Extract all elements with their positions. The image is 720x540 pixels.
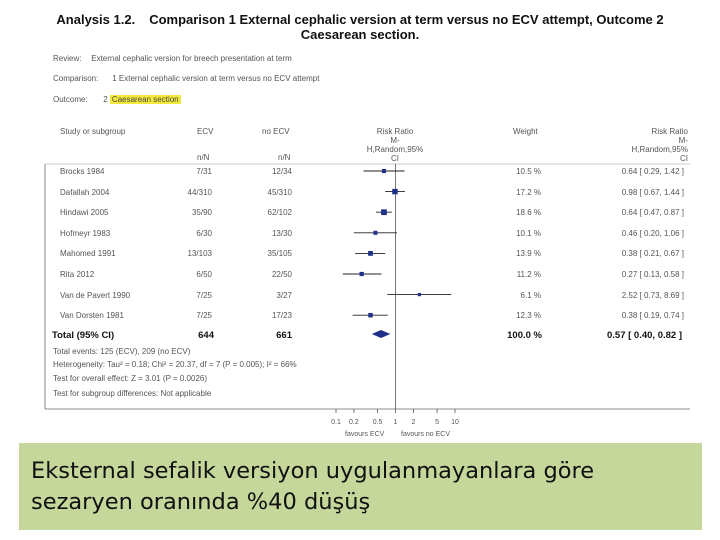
review-value: External cephalic version for breech presentation at term bbox=[91, 54, 292, 63]
title-line-2: Caesarean section. bbox=[300, 27, 420, 42]
effect-square bbox=[368, 251, 373, 256]
effect-square bbox=[381, 209, 387, 215]
rr2-header-l1: Risk Ratio bbox=[651, 127, 688, 136]
outcome-key: Outcome: bbox=[53, 95, 88, 104]
effect-square bbox=[373, 231, 377, 235]
study-name: Hindawi 2005 bbox=[60, 208, 109, 218]
noecv-count: 45/310 bbox=[267, 187, 292, 197]
col-weight: Weight bbox=[513, 127, 538, 136]
axis-tick-label: 0.5 bbox=[372, 419, 383, 426]
ecv-count: 7/31 bbox=[196, 167, 212, 176]
study-weight: 6.1 % bbox=[520, 290, 541, 300]
study-weight: 18.6 % bbox=[516, 208, 541, 218]
study-weight: 13.9 % bbox=[516, 249, 541, 259]
effect-square bbox=[392, 189, 397, 194]
outcome-number: 2 bbox=[103, 95, 108, 104]
axis-tick-label: 2 bbox=[411, 419, 416, 426]
effect-square bbox=[360, 272, 364, 276]
rr2-header-l4: CI bbox=[680, 154, 688, 163]
rr-header-l2: M- bbox=[390, 136, 400, 145]
study-name: Van de Pavert 1990 bbox=[60, 290, 131, 300]
study-name: Van Dorsten 1981 bbox=[60, 311, 124, 321]
study-name: Brocks 1984 bbox=[60, 167, 105, 176]
analysis-label: Analysis 1.2. bbox=[56, 12, 136, 27]
noecv-count: 3/27 bbox=[276, 290, 292, 300]
title-line-1: Comparison 1 External cephalic version at term versus no ECV attempt, Outcome 2 bbox=[149, 12, 664, 27]
footnote-subgroup: Test for subgroup differences: Not applicable bbox=[53, 389, 212, 398]
study-rr-text: 0.38 [ 0.21, 0.67 ] bbox=[621, 249, 684, 259]
noecv-count: 35/105 bbox=[267, 249, 292, 259]
col-noecv-n: n/N bbox=[278, 153, 291, 162]
rr-header-l3: H,Random,95% bbox=[366, 145, 424, 154]
ecv-count: 44/310 bbox=[187, 187, 212, 197]
rr2-header-l3: H,Random,95% bbox=[631, 145, 688, 154]
effect-square bbox=[368, 313, 372, 317]
noecv-count: 12/34 bbox=[271, 167, 292, 176]
caption-box bbox=[19, 443, 702, 530]
col-noecv: no ECV bbox=[262, 127, 290, 136]
noecv-count: 13/30 bbox=[271, 228, 292, 238]
study-weight: 11.2 % bbox=[516, 270, 541, 279]
caption-text bbox=[31, 456, 594, 518]
study-weight: 12.3 % bbox=[516, 311, 541, 321]
axis-tick-label: 0.2 bbox=[349, 419, 359, 426]
ecv-count: 35/90 bbox=[191, 208, 212, 218]
comparison-key: Comparison: bbox=[53, 74, 99, 83]
footnote-events: Total events: 125 (ECV), 209 (no ECV) bbox=[53, 347, 191, 356]
col-ecv: ECV bbox=[197, 127, 214, 136]
study-rr-text: 2.52 [ 0.73, 8.69 ] bbox=[621, 290, 684, 300]
effect-square bbox=[382, 169, 386, 173]
total-label: Total (95% CI) bbox=[52, 330, 115, 341]
study-name: Hofmeyr 1983 bbox=[60, 228, 111, 238]
ecv-count: 13/103 bbox=[187, 249, 212, 259]
study-weight: 10.5 % bbox=[516, 167, 541, 176]
study-name: Mahomed 1991 bbox=[60, 249, 116, 259]
study-rr-text: 0.64 [ 0.29, 1.42 ] bbox=[621, 167, 684, 176]
comparison-value: 1 External cephalic version at term versus no ECV attempt bbox=[112, 74, 320, 83]
total-ecv: 644 bbox=[198, 330, 214, 341]
study-rr-text: 0.98 [ 0.67, 1.44 ] bbox=[621, 187, 684, 197]
axis-tick-label: 1 bbox=[393, 419, 398, 426]
rr2-header-l2: M- bbox=[678, 136, 688, 145]
col-ecv-n: n/N bbox=[197, 153, 210, 162]
total-weight: 100.0 % bbox=[507, 330, 542, 341]
noecv-count: 17/23 bbox=[271, 311, 292, 321]
footnote-overall: Test for overall effect: Z = 3.01 (P = 0.0026) bbox=[53, 374, 208, 383]
outcome-value: Caesarean section bbox=[111, 95, 179, 104]
study-rr-text: 0.46 [ 0.20, 1.06 ] bbox=[621, 228, 684, 238]
noecv-count: 22/50 bbox=[271, 270, 292, 279]
effect-square bbox=[418, 293, 421, 296]
col-study: Study or subgroup bbox=[60, 127, 126, 136]
total-rr-text: 0.57 [ 0.40, 0.82 ] bbox=[607, 330, 682, 341]
caption-line-2: sezaryen oranında %40 düşüş bbox=[31, 489, 371, 515]
caption-line-1: Eksternal sefalik versiyon uygulanmayanlara göre bbox=[31, 458, 595, 484]
total-noecv: 661 bbox=[276, 330, 292, 341]
study-rr-text: 0.27 [ 0.13, 0.58 ] bbox=[621, 270, 684, 279]
rr-header-l1: Risk Ratio bbox=[376, 127, 414, 136]
ecv-count: 7/25 bbox=[196, 311, 212, 321]
axis-tick-label: 0.1 bbox=[331, 419, 341, 426]
ecv-count: 7/25 bbox=[196, 290, 212, 300]
study-name: Rita 2012 bbox=[60, 270, 95, 279]
footnote-heterogeneity: Heterogeneity: Tau² = 0.18; Chi² = 20.37, df = 7 (P = 0.005); I² = 66% bbox=[53, 360, 297, 369]
axis-tick-label: 5 bbox=[435, 419, 440, 426]
review-key: Review: bbox=[53, 54, 82, 63]
ecv-count: 6/50 bbox=[196, 270, 212, 279]
study-weight: 17.2 % bbox=[516, 187, 541, 197]
plot-layer bbox=[331, 164, 459, 426]
ecv-count: 6/30 bbox=[196, 228, 212, 238]
noecv-count: 62/102 bbox=[267, 208, 292, 218]
favours-right-label: favours no ECV bbox=[401, 431, 451, 438]
total-diamond bbox=[372, 330, 391, 338]
rr-header-l4: CI bbox=[391, 154, 399, 163]
study-name: Dafallah 2004 bbox=[60, 187, 110, 197]
study-weight: 10.1 % bbox=[516, 228, 541, 238]
study-rr-text: 0.38 [ 0.19, 0.74 ] bbox=[621, 311, 684, 321]
study-rr-text: 0.64 [ 0.47, 0.87 ] bbox=[621, 208, 684, 218]
favours-left-label: favours ECV bbox=[345, 431, 385, 438]
axis-tick-label: 10 bbox=[451, 419, 459, 426]
